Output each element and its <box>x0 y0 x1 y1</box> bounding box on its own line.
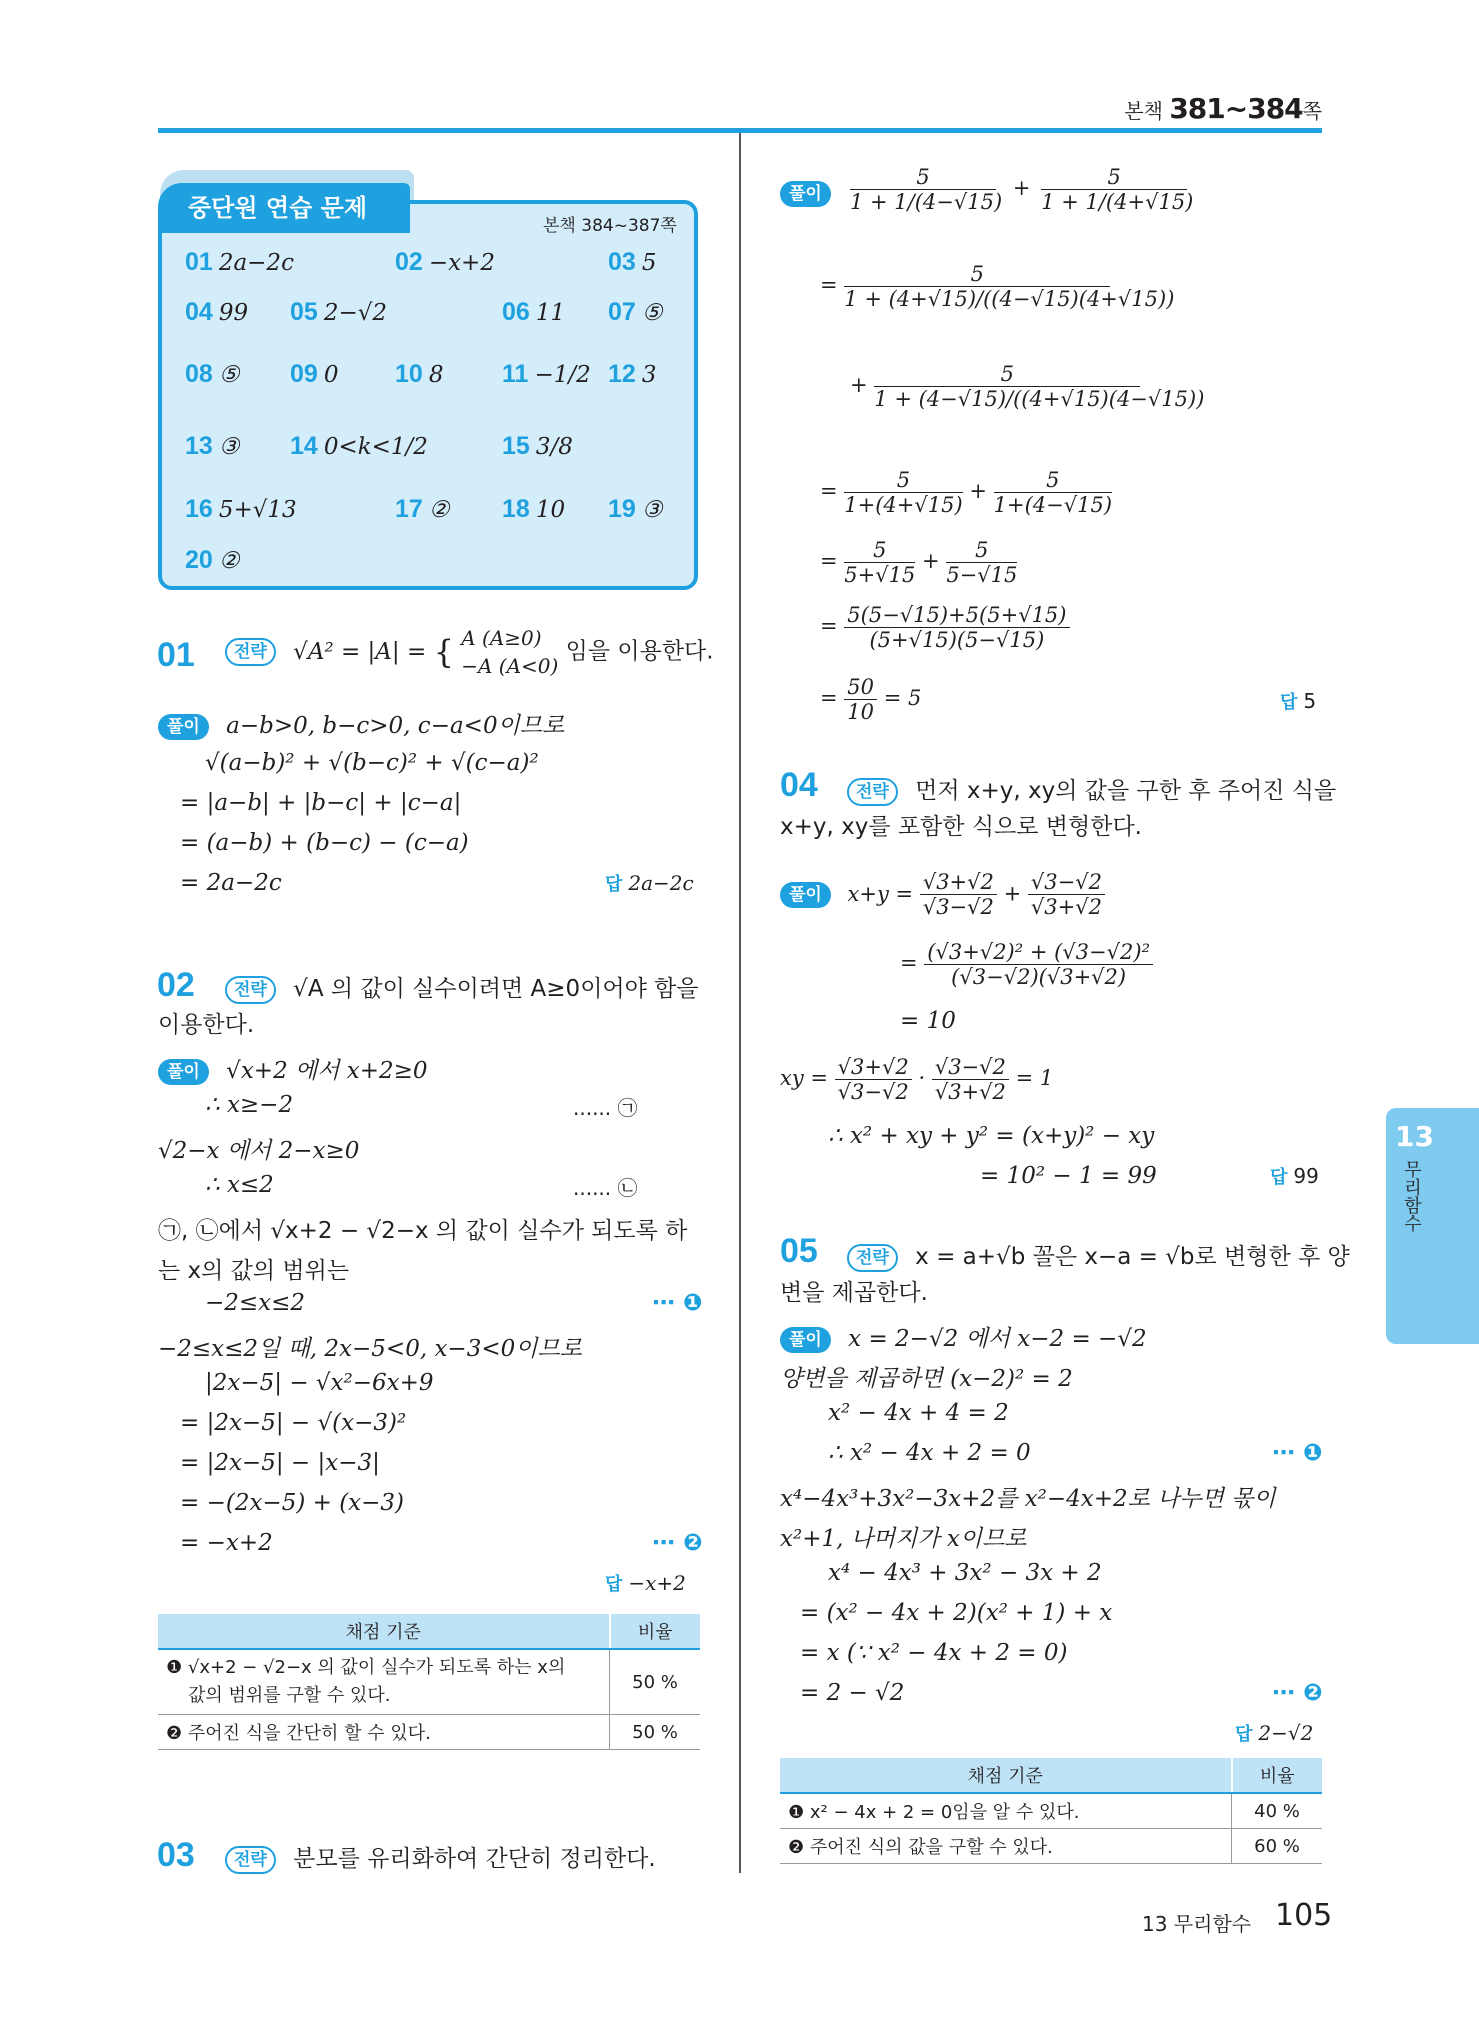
chapter-number: 13 <box>1395 1120 1434 1153</box>
math-line: x⁴ − 4x³ + 3x² − 3x + 2 <box>828 1560 1102 1586</box>
math-line: = |a−b| + |b−c| + |c−a| <box>180 790 462 816</box>
math-block: = $\frac{5}{1 + (4+√15)/((4-√15)(4+√15))}$ <box>820 262 1175 311</box>
math-line: = 2a−2c <box>180 870 282 896</box>
answer-item: 14 0<k<1/2 <box>290 432 428 460</box>
answer-item: 12 3 <box>608 360 657 388</box>
scoring-table: 채점 기준 비율 ❶ x² − 4x + 2 = 0임을 알 수 있다. 40 % ❷ 주어진 식의 값을 구할 수 있다. 60 % <box>780 1758 1322 1864</box>
problem-number: 02 <box>157 966 195 1004</box>
solution-line: 풀이 x = 2−√2 에서 x−2 = −√2 <box>780 1320 1147 1353</box>
table-row: ❶ √x+2 − √2−x 의 값이 실수가 되도록 하는 x의 값의 범위를 구할 수 있다. 50 % <box>158 1649 700 1715</box>
math-line: −2≤x≤2일 때, 2x−5<0, x−3<0이므로 <box>158 1336 582 1362</box>
math-line: √(a−b)² + √(b−c)² + √(c−a)² <box>205 750 539 776</box>
math-line: = (a−b) + (b−c) − (c−a) <box>180 830 469 856</box>
math-line: = −(2x−5) + (x−3) <box>180 1490 405 1516</box>
strategy-line: 전략 먼저 x+y, xy의 값을 구한 후 주어진 식을 <box>847 772 1336 806</box>
answer-item: 20 ② <box>185 546 240 574</box>
math-line: = |2x−5| − √(x−3)² <box>180 1410 407 1436</box>
math-line: 양변을 제곱하면 (x−2)² = 2 <box>780 1366 1073 1392</box>
math-line: = 2 − √2 <box>800 1680 905 1706</box>
text-line: 는 x의 값의 범위는 <box>158 1258 350 1284</box>
chapter-label: 무리함수 <box>1401 1160 1422 1232</box>
solution-line: 풀이 √x+2 에서 x+2≥0 <box>158 1052 428 1085</box>
strategy-line-2: 변을 제곱한다. <box>780 1280 928 1306</box>
strategy-line: 전략 분모를 유리화하여 간단히 정리한다. <box>225 1840 656 1874</box>
math-line: √2−x 에서 2−x≥0 <box>158 1138 360 1164</box>
answer-item: 16 5+√13 <box>185 495 297 523</box>
answers-title: 중단원 연습 문제 <box>158 183 410 233</box>
solution-line: 풀이 a−b>0, b−c>0, c−a<0이므로 <box>158 707 564 740</box>
math-line: ∴ x² + xy + y² = (x+y)² − xy <box>828 1123 1155 1149</box>
math-block: + $\frac{5}{1 + (4-√15)/((4+√15)(4-√15))}$ <box>850 362 1205 411</box>
table-row: ❷ 주어진 식의 값을 구할 수 있다. 60 % <box>780 1829 1322 1864</box>
solution-badge: 풀이 <box>780 180 831 207</box>
answer-item: 18 10 <box>502 495 566 523</box>
answer-line: 답 2−√2 <box>1235 1721 1314 1745</box>
math-line: −2≤x≤2 <box>205 1290 306 1316</box>
math-block: = $\frac{50}{10}$ = 5 <box>820 675 922 724</box>
answer-item: 07 ⑤ <box>608 298 663 326</box>
answer-item: 04 99 <box>185 298 249 326</box>
math-line: x² − 4x + 4 = 2 <box>828 1400 1009 1426</box>
math-line: = (x² − 4x + 2)(x² + 1) + x <box>800 1600 1113 1626</box>
answer-item: 13 ③ <box>185 432 240 460</box>
answer-item: 10 8 <box>395 360 444 388</box>
answer-item: 01 2a−2c <box>185 248 294 276</box>
problem-number: 04 <box>780 766 818 804</box>
problem-number: 01 <box>157 636 195 674</box>
answer-item: 02 −x+2 <box>395 248 495 276</box>
footer-chapter: 13 무리함수 <box>1142 1912 1252 1936</box>
step-marker: ⋯ ❶ <box>1272 1440 1323 1466</box>
step-marker: ⋯ ❷ <box>1272 1680 1323 1706</box>
problem-number: 05 <box>780 1232 818 1270</box>
math-block: = $\frac{\text{(√3+√2)² + (√3−√2)²}}{(√3-√2)(√3+√2)}$ <box>900 940 1153 989</box>
math-line: ∴ x² − 4x + 2 = 0 <box>828 1440 1031 1466</box>
math-line: |2x−5| − √x²−6x+9 <box>205 1370 434 1396</box>
math-line: = x (∵ x² − 4x + 2 = 0) <box>800 1640 1068 1666</box>
table-row: ❶ x² − 4x + 2 = 0임을 알 수 있다. 40 % <box>780 1793 1322 1829</box>
equation-tag: ...... ㉠ <box>573 1096 638 1120</box>
answer-line: 답 2a−2c <box>605 871 694 895</box>
answer-item: 17 ② <box>395 495 450 523</box>
strategy-line-2: x+y, xy를 포함한 식으로 변형한다. <box>780 814 1142 840</box>
answer-item: 19 ③ <box>608 495 663 523</box>
header-page-reference: 본책 381~384쪽 <box>1124 92 1322 125</box>
strategy-line: 전략 √A² = |A| = { A (A≥0) −A (A<0) 임을 이용한다. <box>225 624 714 680</box>
math-line: x⁴−4x³+3x²−3x+2를 x²−4x+2로 나누면 몫이 <box>780 1486 1276 1512</box>
answer-item: 06 11 <box>502 298 566 326</box>
text-line: ㉠, ㉡에서 √x+2 − √2−x 의 값이 실수가 되도록 하 <box>158 1218 688 1244</box>
step-marker: ⋯ ❷ <box>652 1530 703 1556</box>
math-line: = 10² − 1 = 99 <box>980 1163 1157 1189</box>
answer-item: 11 −1/2 <box>502 360 591 388</box>
problem-number: 03 <box>157 1836 195 1874</box>
strategy-line: 전략 x = a+√b 꼴은 x−a = √b로 변형한 후 양 <box>847 1238 1350 1272</box>
answer-item: 05 2−√2 <box>290 298 388 326</box>
scoring-table: 채점 기준 비율 ❶ √x+2 − √2−x 의 값이 실수가 되도록 하는 x의 값의 범위를 구할 수 있다. 50 % ❷ 주어진 식을 간단히 할 수 있다. 50 % <box>158 1614 700 1750</box>
answer-item: 03 5 <box>608 248 657 276</box>
math-line: = 10 <box>900 1008 956 1034</box>
math-line: ∴ x≥−2 <box>205 1092 294 1118</box>
math-line: x²+1, 나머지가 x이므로 <box>780 1526 1027 1552</box>
answer-line: 답 99 <box>1270 1164 1319 1188</box>
math-block: = $\frac{5}{1+(4+√15)}$ + $\frac{5}{1+(4-√15)}$ <box>820 468 1113 517</box>
strategy-line: 전략 √A 의 값이 실수이려면 A≥0이어야 함을 <box>225 970 699 1004</box>
solution-line: 풀이 x+y = $\frac{√3+√2}{√3-√2}$ + $\frac{√3-√2}{√3+√2}$ <box>780 870 1105 919</box>
math-block: = $\frac{5(5-√15)+5(5+√15)}{(5+√15)(5-√15)}$ <box>820 603 1070 652</box>
column-divider <box>739 133 741 1873</box>
answer-item: 09 0 <box>290 360 339 388</box>
math-line: = −x+2 <box>180 1530 273 1556</box>
strategy-line-2: 이용한다. <box>158 1012 255 1038</box>
page-number: 105 <box>1275 1898 1333 1933</box>
answer-item: 15 3/8 <box>502 432 573 460</box>
answers-reference: 본책 384~387쪽 <box>543 216 677 236</box>
equation-tag: ...... ㉡ <box>573 1176 638 1200</box>
math-block: xy = $\frac{√3+√2}{√3-√2}$ · $\frac{√3-√2}{√3+√2}$ = 1 <box>780 1055 1054 1104</box>
math-block: = $\frac{5}{5+√15}$ + $\frac{5}{5-√15}$ <box>820 538 1018 587</box>
math-line: = |2x−5| − |x−3| <box>180 1450 380 1476</box>
answer-line: 답 5 <box>1280 689 1317 713</box>
answer-line: 답 −x+2 <box>605 1571 686 1595</box>
table-row: ❷ 주어진 식을 간단히 할 수 있다. 50 % <box>158 1715 700 1750</box>
math-line: ∴ x≤2 <box>205 1172 274 1198</box>
answer-item: 08 ⑤ <box>185 360 240 388</box>
math-block: $\frac{5}{1 + 1/(4-√15)}$ + $\frac{5}{1 + 1/(4+√15)}$ <box>850 165 1194 214</box>
step-marker: ⋯ ❶ <box>652 1290 703 1316</box>
